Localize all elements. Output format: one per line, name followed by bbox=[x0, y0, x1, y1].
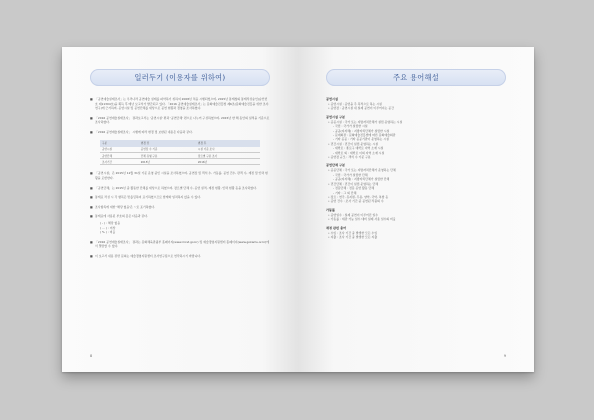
table-cell: 단체 유형 구분 bbox=[139, 152, 196, 158]
paragraph bbox=[90, 205, 270, 210]
paragraph-text: 조사항목에 대한 '해당 없음'은 '-'로 표기하였다. bbox=[95, 204, 155, 209]
bullet-icon: ■ bbox=[90, 204, 93, 209]
right-page bbox=[298, 47, 534, 372]
paragraph bbox=[90, 240, 270, 249]
glossary-line: - 기타 : 그 외 단체 bbox=[333, 190, 357, 195]
glossary-line: • 수입 : 조사 기간 중 발생한 모든 수입 bbox=[328, 230, 378, 235]
table-cell: 공연시설 bbox=[100, 147, 139, 153]
glossary-heading: 공연시설 구분 bbox=[326, 114, 346, 119]
symbol-list bbox=[90, 221, 270, 235]
open-booklet bbox=[62, 47, 534, 372]
bullet-icon: ■ bbox=[90, 195, 93, 200]
paragraph-text: 통계표에 사용된 부호의 뜻은 다음과 같다. bbox=[95, 214, 148, 219]
paragraph-text: 「2016 공연예술실태조사」 결과는 문화체육관광부 홈페이지(www.mcst.go.kr) 및 예술경영지원센터 홈페이지(www.gokams.or.kr)에서 열람할 수 있다. bbox=[95, 239, 270, 249]
paragraph bbox=[90, 97, 270, 111]
symbol-item: ( - ) : 해당 없음 bbox=[100, 221, 121, 226]
table-cell: 시설 기준 조사 bbox=[196, 147, 260, 153]
glossary-line: • 공공시설 : 국가 또는 지방자치단체가 설립·운영하는 시설 bbox=[328, 119, 403, 124]
glossary-line: • 지출 : 조사 기간 중 발생한 모든 지출 bbox=[328, 234, 378, 239]
bullet-icon: ■ bbox=[90, 214, 93, 219]
table-header: 변경 후 bbox=[196, 140, 260, 147]
glossary-line: • 공연 건수 : 조사 기간 중 공연된 작품의 수 bbox=[328, 199, 384, 204]
table-cell: 장르별 구분 조사 bbox=[196, 152, 260, 158]
paragraph bbox=[90, 186, 270, 191]
table-cell: 조사기간 bbox=[100, 159, 139, 165]
symbol-item: ( % ) : 비율 bbox=[100, 230, 116, 235]
page-number: 8 bbox=[90, 354, 93, 358]
paragraph bbox=[90, 214, 270, 219]
glossary-line: - 국립 : 국가가 설립한 단체 bbox=[333, 172, 368, 177]
bullet-icon: ■ bbox=[90, 115, 93, 120]
bullet-icon: ■ bbox=[90, 239, 93, 244]
bullet-icon: ■ bbox=[90, 185, 93, 190]
table-header: 구분 bbox=[100, 140, 139, 147]
glossary-line: - 대학로 외 : 대학로 이외 지역 소재 시설 bbox=[333, 150, 385, 155]
glossary-content bbox=[326, 97, 506, 243]
glossary-heading: 재정 관련 용어 bbox=[326, 225, 347, 230]
table-header-row bbox=[100, 140, 260, 147]
table-cell: 공연장 수 기준 bbox=[139, 147, 196, 153]
glossary-line: • 공연장 : 공연시설 내 실제 공연이 이루어지는 공간 bbox=[328, 106, 394, 111]
table-header: 변경 전 bbox=[139, 140, 196, 147]
table-cell: 2015년 bbox=[139, 159, 196, 165]
glossary-section bbox=[326, 115, 506, 160]
paragraph-text: 통계표 작성 시 각 항목은 반올림하여 표기하였으므로 합계와 일치하지 않을 수 있다. bbox=[95, 195, 201, 200]
page-number: 9 bbox=[503, 354, 506, 358]
glossary-section bbox=[326, 97, 506, 111]
glossary-line: - 전문단체 : 전문 공연 활동 단체 bbox=[333, 186, 375, 191]
glossary-section bbox=[326, 226, 506, 240]
bullet-icon: ■ bbox=[90, 97, 93, 101]
paragraph bbox=[90, 171, 270, 180]
glossary-line: • 가동률 : 대관 가능 일수 대비 실제 사용 일수의 비율 bbox=[328, 217, 396, 222]
glossary-line: - 공공(지자체) : 지방자치단체가 설립한 단체 bbox=[333, 177, 390, 182]
left-page-title: 일러두기 (이용자를 위하여) bbox=[90, 69, 270, 86]
bullet-icon: ■ bbox=[90, 253, 93, 258]
glossary-heading: 공연시설 bbox=[326, 97, 338, 101]
paragraph bbox=[90, 254, 270, 259]
glossary-line: • 공연장 규모 : 객석 수 기준 구분 bbox=[328, 155, 371, 160]
glossary-section bbox=[326, 208, 506, 222]
paragraph-text: 「공연예술실태조사」는 우리나라 공연예술 실태를 파악하기 위하여 2008년 처음 시행되었으며, 2015년 통계청의 통계작성승인(승인번호 제11304호)을 획득 후 매년 보고서가 발간되고 있다. 「2016 공연예술실태조사」는 문화예술진흥법 제6조(문화예술진흥을 위한 조사·연구)에 근거하며, 공연시설 및 공연단체를 대상으로 공연 현황과 경영을 조사하였다. bbox=[95, 97, 270, 111]
glossary-heading: 공연단체 구분 bbox=[326, 163, 346, 168]
glossary-line: • 공연일수 : 실제 공연이 이루어진 일수 bbox=[328, 212, 379, 217]
paragraph-text: 「2016 공연예술실태조사」 시행에 따라 변경 및 보완된 내용은 다음과 같다. bbox=[95, 129, 193, 134]
paragraph-text: 「공연단체」는 2015년 중 활동한 단체를 대상으로 하였으며, 장르별 단체 수, 공연 실적, 재정 현황, 인력 현황 등을 조사하였다. bbox=[95, 185, 257, 190]
paragraph-text: 「2016 공연예술실태조사」 결과보고서는 '공연시설' 편과 '공연단체' 편으로 나누어 구성하였으며, 2015년 한 해 동안의 실적을 기준으로 조사하였다. bbox=[95, 115, 270, 125]
glossary-line: • 공연시설 : 공연을 주 목적으로 하는 시설 bbox=[328, 102, 382, 106]
left-page bbox=[62, 47, 298, 372]
glossary-line: - 국립 : 국가가 설립한 시설 bbox=[333, 124, 368, 129]
glossary-line: - 기타 공공 : 기타 공공기관이 운영하는 시설 bbox=[333, 137, 389, 142]
glossary-line: • 장르 : 연극, 뮤지컬, 무용, 양악, 국악, 복합 등 bbox=[328, 194, 389, 199]
glossary-section bbox=[326, 163, 506, 203]
changes-table bbox=[100, 140, 260, 166]
bullet-icon: ■ bbox=[90, 129, 93, 134]
paragraph bbox=[90, 130, 270, 135]
table-row bbox=[100, 159, 260, 165]
glossary-line: • 공공단체 : 국가 또는 지방자치단체가 운영하는 단체 bbox=[328, 168, 396, 173]
table-cell: 공연단체 bbox=[100, 152, 139, 158]
right-page-title: 주요 용어해설 bbox=[326, 69, 506, 86]
paragraph-text: 「공연시설」은 2015년 12월 31일 기준 운영 중인 시설을 조사하였으며, 공연장 및 객석 수, 가동률, 공연 건수, 관객 수, 재정 및 인력 현황을 포함한다. bbox=[95, 171, 268, 181]
glossary-line: - 대학로 : 종로구 대학로 지역 소재 시설 bbox=[333, 146, 384, 151]
symbol-item: ( … ) : 미상 bbox=[100, 225, 116, 230]
paragraph-text: 이 보고서 내용 관련 문의는 예술경영지원센터 조사연구팀으로 연락하시기 바랍니다. bbox=[95, 253, 202, 258]
table-cell: 2016년 bbox=[196, 159, 260, 165]
glossary-line: • 민간시설 : 민간이 설립·운영하는 시설 bbox=[328, 141, 379, 146]
glossary-line: - 문예회관 : 문화예술진흥법에 따른 문화예술회관 bbox=[333, 133, 396, 138]
bullet-icon: ■ bbox=[90, 171, 93, 176]
glossary-heading: 가동률 bbox=[326, 207, 335, 212]
glossary-line: - 공공(지자체) : 지방자치단체가 설립한 시설 bbox=[333, 128, 390, 133]
paragraph bbox=[90, 116, 270, 125]
glossary-line: • 민간단체 : 민간이 설립·운영하는 단체 bbox=[328, 181, 379, 186]
left-page-content bbox=[90, 97, 270, 264]
paragraph bbox=[90, 195, 270, 200]
